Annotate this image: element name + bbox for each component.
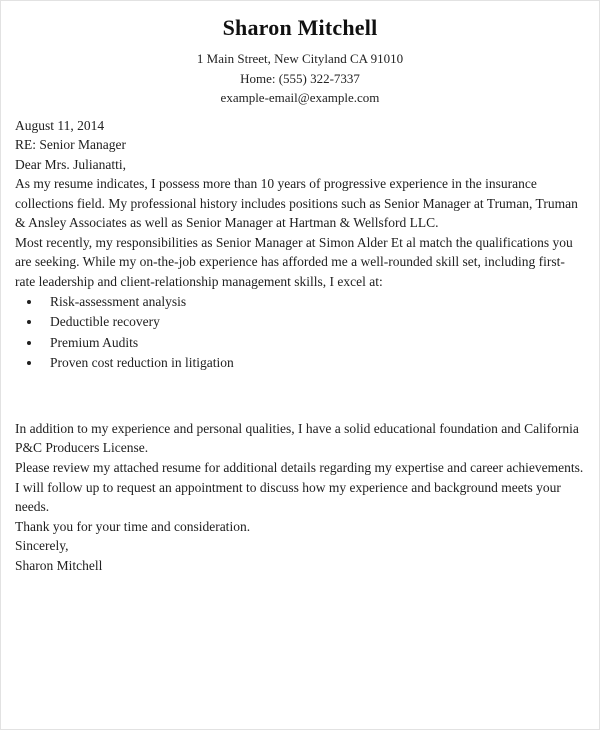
letter-subject: RE: Senior Manager [15, 137, 126, 153]
list-item: • Risk-assessment analysis [42, 292, 585, 312]
paragraph-experience: As my resume indicates, I possess more than 10 years of progressive experience in the insurance collections field. My professional history includes positions such as Senior Manager at Truman, Truman & Ansley Associates as well as Senior Manager at Hartman & Wellsford LLC. [15, 176, 578, 231]
qualifications-list [15, 292, 585, 373]
paragraph-follow-up: Please review my attached resume for additional details regarding my expertise and career achievements. I will follow up to request an appointment to discuss how my experience and background meets your needs. [15, 459, 584, 515]
paragraph-responsibilities: Most recently, my responsibilities as Senior Manager at Simon Alder Et al match the qualifications you are seeking. While my on-the-job experience has afforded me a well-rounded skill set, including first-rate leadership and client-relationship management skills, I excel at: [15, 234, 573, 289]
paragraph-education: In addition to my experience and personal qualities, I have a solid educational foundation and California P&C Producers License. [15, 420, 579, 456]
letter-header [15, 15, 585, 108]
letter-salutation: Dear Mrs. Julianatti, [15, 156, 126, 172]
signature: Sharon Mitchell [15, 558, 103, 574]
signoff: Sincerely, [15, 538, 69, 554]
list-item: • Deductible recovery [42, 312, 585, 332]
sender-address: 1 Main Street, New Cityland CA 91010 [196, 51, 404, 66]
sender-name: Sharon Mitchell [222, 15, 378, 40]
sender-phone: Home: (555) 322-7337 [240, 70, 360, 86]
paragraph-thanks: Thank you for your time and consideration. [15, 518, 251, 534]
list-item: • Proven cost reduction in litigation [42, 353, 585, 373]
list-item: • Premium Audits [42, 333, 585, 353]
sender-email: example-email@example.com [220, 90, 380, 105]
letter-body [15, 116, 585, 577]
letter-date: August 11, 2014 [15, 117, 105, 133]
